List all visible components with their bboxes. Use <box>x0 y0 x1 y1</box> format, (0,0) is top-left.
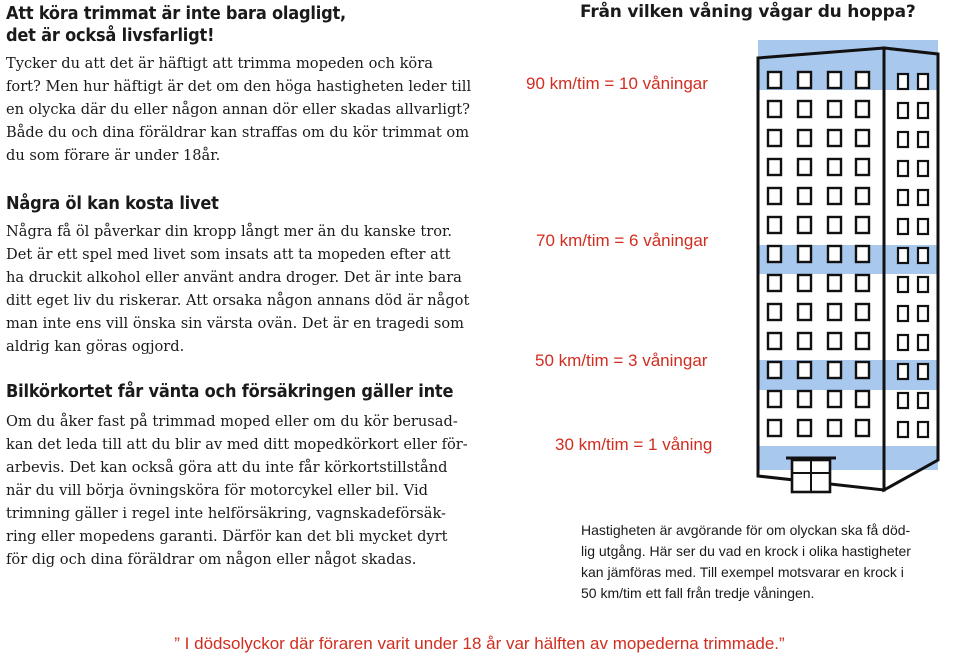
window-icon <box>898 103 908 118</box>
section-heading: Bilkörkortet får vänta och försäkringen gäller inte <box>6 381 454 402</box>
body-line: ring eller mopedens garanti. Därför kan det bli mycket dyrt <box>6 528 448 545</box>
window-icon <box>798 362 811 378</box>
window-icon <box>798 275 811 291</box>
body-line: arbevis. Det kan också göra att du inte får körkortstillstånd <box>6 459 448 476</box>
body-line: en olycka där du eller någon annan dör eller skadas allvarligt? <box>6 101 470 118</box>
window-icon <box>768 188 781 204</box>
window-icon <box>918 248 928 263</box>
speed-label-50: 50 km/tim = 3 våningar <box>535 351 708 370</box>
window-icon <box>856 188 869 204</box>
window-icon <box>856 246 869 262</box>
speed-label-70: 70 km/tim = 6 våningar <box>536 231 709 250</box>
window-icon <box>828 275 841 291</box>
window-icon <box>828 246 841 262</box>
body-line: Både du och dina föräldrar kan straffas om du kör trimmat om <box>6 124 470 141</box>
window-icon <box>898 364 908 379</box>
window-icon <box>768 217 781 233</box>
window-icon <box>898 161 908 176</box>
body-line: fort? Men hur häftigt är det om den höga hastigheten leder till <box>6 78 472 95</box>
window-icon <box>768 246 781 262</box>
window-icon <box>798 217 811 233</box>
body-line: aldrig kan göras ogjord. <box>6 338 185 355</box>
speed-label-30: 30 km/tim = 1 våning <box>555 435 713 454</box>
window-icon <box>898 74 908 89</box>
window-icon <box>768 362 781 378</box>
window-icon <box>798 420 811 436</box>
window-icon <box>828 159 841 175</box>
window-icon <box>918 132 928 147</box>
window-icon <box>798 246 811 262</box>
window-icon <box>856 333 869 349</box>
body-line: ha druckit alkohol eller använt andra droger. Det är inte bara <box>6 269 462 286</box>
window-icon <box>898 393 908 408</box>
body-line: du som förare är under 18år. <box>6 147 221 164</box>
caption-line: 50 km/tim ett fall från tredje våningen. <box>581 585 815 601</box>
window-icon <box>828 333 841 349</box>
section-heading: Några öl kan kosta livet <box>6 193 219 214</box>
figure-caption <box>581 520 959 604</box>
window-icon <box>918 306 928 321</box>
window-icon <box>828 101 841 117</box>
window-icon <box>798 391 811 407</box>
window-icon <box>798 159 811 175</box>
window-icon <box>856 101 869 117</box>
window-icon <box>768 159 781 175</box>
window-icon <box>768 391 781 407</box>
floor-highlight <box>758 360 938 390</box>
window-icon <box>828 72 841 88</box>
window-icon <box>918 190 928 205</box>
window-icon <box>918 422 928 437</box>
body-line: Tycker du att det är häftigt att trimma mopeden och köra <box>6 55 433 72</box>
window-icon <box>918 103 928 118</box>
window-icon <box>918 364 928 379</box>
window-icon <box>798 188 811 204</box>
window-icon <box>798 333 811 349</box>
window-icon <box>918 393 928 408</box>
window-icon <box>798 101 811 117</box>
window-icon <box>898 335 908 350</box>
heading-line: det är också livsfarligt! <box>6 25 215 46</box>
body-line: Några få öl påverkar din kropp långt mer än du kanske tror. <box>6 223 453 240</box>
window-icon <box>898 422 908 437</box>
speed-label-90: 90 km/tim = 10 våningar <box>526 74 708 93</box>
window-icon <box>898 277 908 292</box>
window-icon <box>828 130 841 146</box>
window-icon <box>856 275 869 291</box>
window-icon <box>768 72 781 88</box>
window-icon <box>768 304 781 320</box>
window-icon <box>798 72 811 88</box>
floor-highlight <box>758 245 938 274</box>
caption-line: Hastigheten är avgörande för om olyckan ska få död- <box>581 522 911 538</box>
window-icon <box>856 391 869 407</box>
body-line: trimning gäller i regel inte helförsäkring, vagnskadeförsäk- <box>6 505 446 522</box>
pull-quote: ” I dödsolyckor där föraren varit under 18 år var hälften av mopederna trimmade.” <box>174 634 785 653</box>
window-icon <box>918 74 928 89</box>
window-icon <box>828 420 841 436</box>
body-line: kan det leda till att du blir av med ditt mopedkörkort eller för- <box>6 436 468 453</box>
window-icon <box>856 130 869 146</box>
window-icon <box>918 335 928 350</box>
section-body <box>6 220 469 358</box>
window-icon <box>918 161 928 176</box>
window-icon <box>856 159 869 175</box>
heading-line: Att köra trimmat är inte bara olagligt, <box>6 3 346 24</box>
window-icon <box>856 72 869 88</box>
caption-line: kan jämföras med. Till exempel motsvarar en krock i <box>581 564 904 580</box>
window-icon <box>828 391 841 407</box>
floor-highlight <box>758 446 938 470</box>
window-icon <box>768 333 781 349</box>
window-icon <box>856 304 869 320</box>
window-icon <box>898 190 908 205</box>
body-line: ditt eget liv du riskerar. Att orsaka någon annans död är något <box>6 292 470 309</box>
window-icon <box>768 130 781 146</box>
section-body <box>6 52 471 167</box>
window-icon <box>898 132 908 147</box>
window-icon <box>768 101 781 117</box>
window-icon <box>828 362 841 378</box>
window-icon <box>918 277 928 292</box>
section-heading <box>6 3 346 47</box>
building-drawing <box>758 40 938 492</box>
window-icon <box>828 217 841 233</box>
window-icon <box>918 219 928 234</box>
window-icon <box>898 248 908 263</box>
figure-title: Från vilken våning vågar du hoppa? <box>580 2 916 22</box>
window-icon <box>828 188 841 204</box>
window-icon <box>898 306 908 321</box>
window-icon <box>856 217 869 233</box>
building-illustration <box>752 30 952 505</box>
body-line: Om du åker fast på trimmad moped eller om du kör berusad- <box>6 413 458 430</box>
body-line: man inte ens vill önska sin värsta ovän. Det är en tragedi som <box>6 315 465 332</box>
window-icon <box>856 362 869 378</box>
body-line: Det är ett spel med livet som insats att ta mopeden efter att <box>6 246 451 263</box>
window-icon <box>856 420 869 436</box>
window-icon <box>768 420 781 436</box>
body-line: för dig och dina föräldrar om någon eller något skadas. <box>6 551 417 568</box>
window-icon <box>828 304 841 320</box>
section-body <box>6 410 468 571</box>
window-icon <box>898 219 908 234</box>
window-icon <box>798 130 811 146</box>
body-line: när du vill börja övningsköra för motorcykel eller bil. Vid <box>6 482 428 499</box>
window-icon <box>798 304 811 320</box>
window-icon <box>768 275 781 291</box>
floor-highlight <box>758 40 938 90</box>
caption-line: lig utgång. Här ser du vad en krock i olika hastigheter <box>581 543 911 559</box>
